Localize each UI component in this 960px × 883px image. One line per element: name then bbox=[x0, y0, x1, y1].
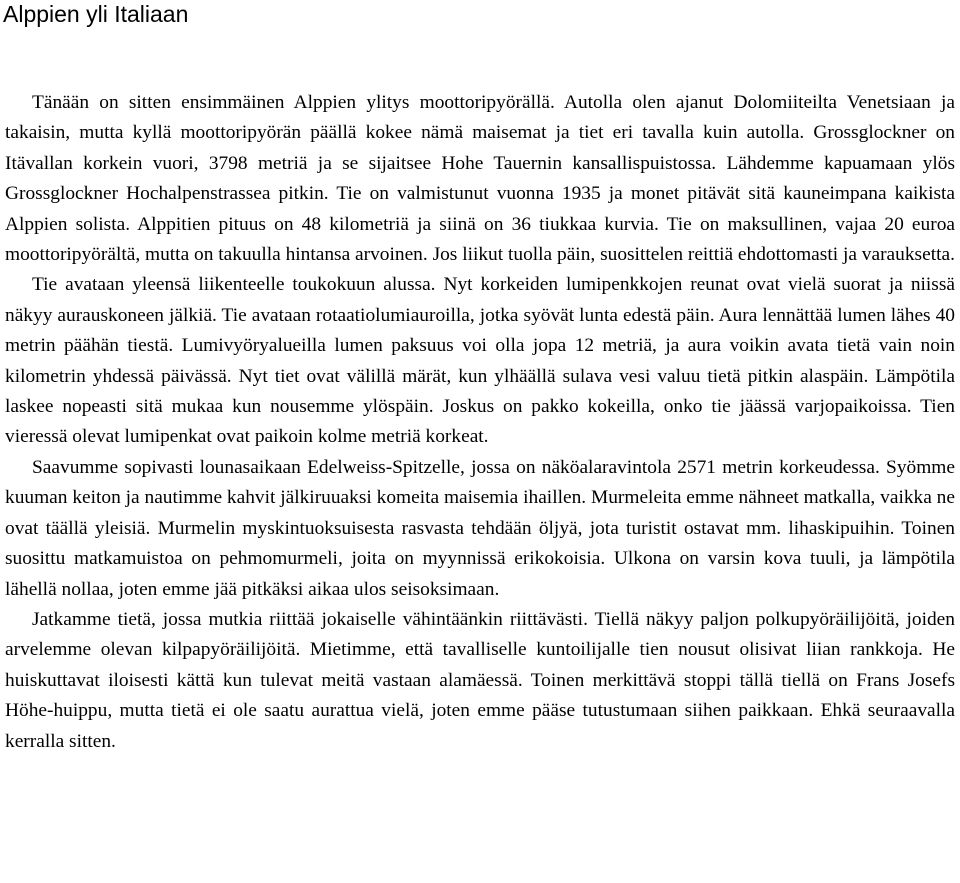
article-paragraph: Saavumme sopivasti lounasaikaan Edelweiss-Spitzelle, jossa on näköalaravintola 2571 metrin korkeudessa. Syömme kuuman keiton ja nautimme kahvit jälkiruuaksi komeita maisemia ihaillen. Murmeleita emme nähneet matkalla, vaikka ne ovat täällä yleisiä. Murmelin myskintuoksuisesta rasvasta tehdään öljyä, jota turistit ostavat mm. lihaskipuihin. Toinen suosittu matkamuistoa on pehmomurmeli, joita on myynnissä erikokoisia. Ulkona on varsin kova tuuli, ja lämpötila lähellä nollaa, joten emme jää pitkäksi aikaa ulos seisoksimaan. bbox=[5, 456, 955, 600]
article-paragraph: Tie avataan yleensä liikenteelle toukokuun alussa. Nyt korkeiden lumipenkkojen reunat ovat vielä suorat ja niissä näkyy aurauskoneen jälkiä. Tie avataan rotaatiolumiauroilla, jotka syövät lunta edestä päin. Aura lennättää lumen lähes 40 metrin päähän tiestä. Lumivyöryalueilla lumen paksuus voi olla jopa 12 metriä, ja aura voikin avata tietä vain noin kilometrin yhdessä päivässä. Nyt tiet ovat välillä märät, kun ylhäällä sulava vesi valuu tietä pitkin alaspäin. Lämpötila laskee nopeasti sitä mukaa kun nousemme ylöspäin. Joskus on pakko kokeilla, onko tie jäässä varjopaikoissa. Tien vieressä olevat lumipenkat ovat paikoin kolme metriä korkeat. bbox=[5, 274, 955, 448]
article-paragraph: Tänään on sitten ensimmäinen Alppien ylitys moottoripyörällä. Autolla olen ajanut Dolomiiteilta Venetsiaan ja takaisin, mutta kyllä moottoripyörän päällä kokee nämä maisemat ja tiet eri tavalla kuin autolla. Grossglockner on Itävallan korkein vuori, 3798 metriä ja se sijaitsee Hohe Tauernin kansallispuistossa. Lähdemme kapuamaan ylös Grossglockner Hochalpenstrassea pitkin. Tie on valmistunut vuonna 1935 ja monet pitävät sitä kauneimpana kaikista Alppien solista. Alppitien pituus on 48 kilometriä ja siinä on 36 tiukkaa kurvia. Tie on maksullinen, vajaa 20 euroa moottoripyörältä, mutta on takuulla hintansa arvoinen. Jos liikut tuolla päin, suosittelen reittiä ehdottomasti ja varauksetta. bbox=[5, 92, 955, 266]
article-body bbox=[5, 88, 955, 757]
article-paragraph: Jatkamme tietä, jossa mutkia riittää jokaiselle vähintäänkin riittävästi. Tiellä näkyy paljon polkupyöräilijöitä, joiden arvelemme olevan kilpapyöräilijöitä. Mietimme, että tavalliselle kuntoilijalle tien nousut olisivat liian rankkoja. He huiskuttavat iloisesti kättä kun tulevat meitä vastaan alamäessä. Toinen merkittävä stoppi tällä tiellä on Frans Josefs Höhe-huippu, mutta tietä ei ole saatu aurattua vielä, joten emme pääse tutustumaan siihen paikkaan. Ehkä seuraavalla kerralla sitten. bbox=[5, 608, 955, 752]
page-title: Alppien yli Italiaan bbox=[3, 1, 189, 27]
